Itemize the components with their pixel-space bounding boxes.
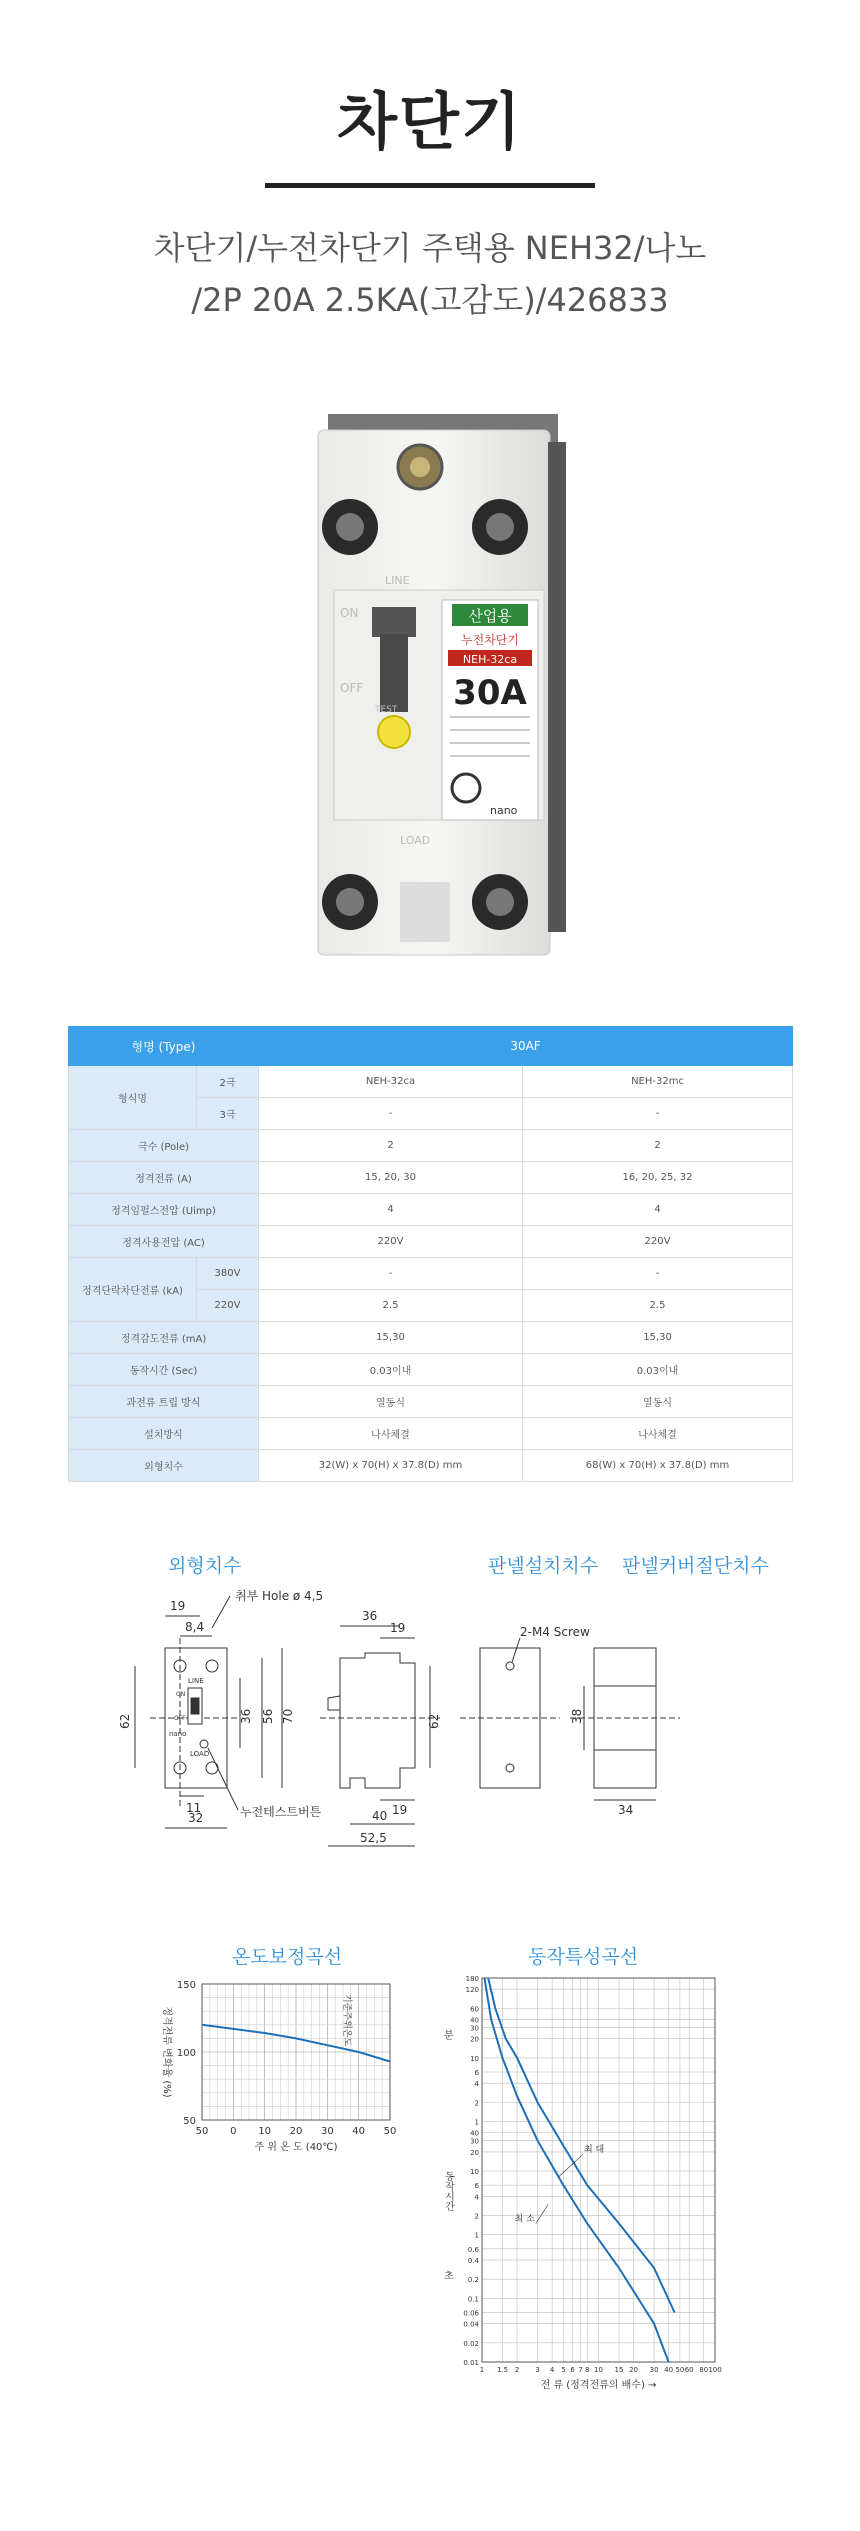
dim-side-52-5: 52,5 [360,1831,387,1845]
x-tick-label: 1 [479,2366,485,2374]
dim-front-70: 70 [281,1708,295,1724]
x-tick-label: 10 [594,2366,603,2374]
y-tick-label: 30 [470,2137,479,2146]
x-tick-label: 40 [664,2366,674,2374]
dim-front-32: 32 [188,1811,204,1825]
product-on-label: ON [340,606,359,620]
screw-label: 2-M4 Screw [520,1625,590,1639]
y-tick-label: 2 [474,2099,479,2108]
cell-value-1: 2.5 [259,1290,523,1322]
product-line-label: LINE [385,574,410,587]
x-tick-label: 20 [289,2126,303,2137]
cell-value-2: 16, 20, 25, 32 [523,1162,793,1194]
x-tick-label: 6 [570,2366,575,2374]
table-row [69,1130,793,1162]
front-line-label: LINE [188,1677,204,1685]
cell-value-1: - [259,1098,523,1130]
dim-front-11: 11 [186,1801,202,1815]
y-tick-label: 0.01 [463,2359,479,2367]
y-tick-label: 120 [465,1986,479,1995]
panel-dimensions-title: 판넬설치치수 [488,1555,599,1577]
front-load-label: LOAD [190,1750,210,1758]
x-tick-label: 50 [675,2366,685,2374]
cell-value-1: 나사체결 [259,1418,523,1450]
y-tick-label: 10 [470,2168,479,2177]
table-row [69,1418,793,1450]
minute-axis-label: 분 [444,2030,454,2042]
row-label: 동작시간 (Sec) [69,1354,259,1386]
dim-side-19b: 19 [392,1803,408,1817]
cell-value-1: NEH-32ca [259,1066,523,1098]
x-axis-label: 주 위 온 도 (40℃) [254,2142,338,2153]
front-off-label: OFF [174,1715,186,1722]
table-row [69,1226,793,1258]
y-tick-label: 0.04 [463,2320,479,2329]
row-sub-label: 3극 [197,1098,259,1130]
cell-value-2: 2.5 [523,1290,793,1322]
dim-front-8-4: 8,4 [185,1620,205,1634]
cell-value-2: 열동식 [523,1386,793,1418]
cell-value-1: 15,30 [259,1322,523,1354]
product-label-mid: 누전차단기 [461,633,519,647]
y-tick-label: 2 [474,2212,479,2221]
y-tick-label: 0.06 [463,2309,479,2318]
table-row [69,1322,793,1354]
product-load-label: LOAD [400,834,431,847]
table-header-row [69,1027,793,1066]
y-tick-label: 10 [470,2054,479,2063]
row-label: 극수 (Pole) [69,1130,259,1162]
dim-side-36: 36 [362,1609,378,1623]
product-brand: nano [490,804,518,817]
cell-value-2: - [523,1258,793,1290]
front-on-label: ON [176,1691,186,1698]
row-group-label: 정격단락차단전류 (kA) [69,1258,197,1322]
x-tick-label: 8 [584,2366,590,2374]
x-tick-label: 1.5 [496,2366,509,2374]
product-test-label: TEST [375,705,398,715]
table-row [69,1066,793,1098]
cell-value-1: 2 [259,1130,523,1162]
cell-value-1: - [259,1258,523,1290]
cell-value-1: 0.03이내 [259,1354,523,1386]
x-tick-label: 4 [549,2366,555,2374]
dimension-drawing [110,1578,750,1898]
x-tick-label: 60 [684,2366,694,2374]
row-label: 정격감도전류 (mA) [69,1322,259,1354]
row-label: 정격임펄스전압 (Uimp) [69,1194,259,1226]
dim-side-40: 40 [372,1809,388,1823]
cell-value-1: 4 [259,1194,523,1226]
product-image [300,412,570,972]
row-label: 과전류 트립 방식 [69,1386,259,1418]
x-tick-label: 0 [230,2126,237,2137]
x-tick-label: 5 [561,2366,566,2374]
row-sub-label: 220V [197,1290,259,1322]
product-model-badge: NEH-32ca [462,653,518,666]
y-tick-label: 20 [470,2148,479,2157]
table-row [69,1450,793,1482]
cell-value-2: 0.03이내 [523,1354,793,1386]
y-tick-label: 50 [183,2116,196,2127]
cell-value-2: NEH-32mc [523,1066,793,1098]
y-tick-label: 0.2 [467,2276,479,2285]
hole-label: 취부 Hole ø 4,5 [235,1589,324,1603]
table-row [69,1162,793,1194]
y-axis-label: 정격전류 변화율 (%) [161,2006,172,2098]
cell-value-1: 열동식 [259,1386,523,1418]
y-tick-label: 40 [470,2016,479,2025]
dim-front-62: 62 [118,1713,132,1729]
y-tick-label: 6 [474,2069,479,2078]
dim-side-62: 62 [427,1713,441,1729]
x-tick-label: 40 [352,2126,366,2137]
y-tick-label: 150 [176,1980,196,1991]
y-tick-label: 1 [474,2118,479,2127]
row-label: 정격전류 (A) [69,1162,259,1194]
x-tick-label: 7 [578,2366,583,2374]
cell-value-2: 15,30 [523,1322,793,1354]
product-subtitle [90,222,770,326]
y-tick-label: 40 [470,2129,479,2138]
spec-table [68,1026,793,1482]
cell-value-2: 4 [523,1194,793,1226]
cell-value-2: 68(W) x 70(H) x 37.8(D) mm [523,1450,793,1482]
row-label: 정격사용전압 (AC) [69,1226,259,1258]
cell-value-2: - [523,1098,793,1130]
min-curve-label: 최 소 [514,2214,535,2225]
x-tick-label: 50 [195,2126,209,2137]
x-tick-label: 10 [258,2126,272,2137]
product-off-label: OFF [340,681,364,695]
max-trip-curve [488,1978,674,2313]
cell-value-2: 220V [523,1226,793,1258]
side-view-body [340,1653,415,1788]
dim-side-19: 19 [390,1621,406,1635]
trip-chart-title: 동작특성곡선 [528,1946,639,1968]
y-tick-label: 180 [465,1975,479,1983]
x-tick-label: 30 [320,2126,334,2137]
dim-cover-38: 38 [570,1708,584,1724]
y-tick-label: 0.02 [463,2339,479,2348]
cell-value-2: 나사체결 [523,1418,793,1450]
x-tick-label: 50 [383,2126,397,2137]
temperature-correction-chart [140,1970,420,2170]
y-tick-label: 1 [474,2231,479,2240]
dim-front-19: 19 [170,1599,186,1613]
x-tick-label: 2 [514,2366,520,2374]
row-sub-label: 2극 [197,1066,259,1098]
x-tick-label: 20 [629,2366,639,2374]
second-axis-label: 초 [444,2271,454,2283]
table-header-value: 30AF [259,1027,793,1066]
cell-value-2: 2 [523,1130,793,1162]
title-divider [265,183,595,188]
table-row [69,1194,793,1226]
y-tick-label: 6 [474,2182,479,2191]
cell-value-1: 15, 20, 30 [259,1162,523,1194]
product-label-top: 산업용 [468,607,512,625]
reference-temp-annotation: 기준주위온도 [341,1994,352,2047]
max-curve-label: 최 대 [583,2144,605,2155]
x-tick-label: 15 [614,2366,624,2374]
table-header-label: 형명 (Type) [69,1027,259,1066]
product-rating: 30A [453,673,527,713]
y-tick-label: 4 [474,2080,479,2089]
table-row [69,1354,793,1386]
cell-value-1: 32(W) x 70(H) x 37.8(D) mm [259,1450,523,1482]
row-sub-label: 380V [197,1258,259,1290]
table-row [69,1386,793,1418]
y-tick-label: 20 [470,2035,479,2044]
row-label: 외형치수 [69,1450,259,1482]
trip-characteristic-chart [440,1970,740,2410]
y-tick-label: 0.1 [467,2295,479,2304]
x-axis-label: 전 류 (정격전류의 배수) → [540,2380,657,2391]
row-group-label: 형식명 [69,1066,197,1130]
front-brand-label: nano [169,1730,187,1738]
dim-front-56: 56 [261,1708,275,1724]
y-tick-label: 4 [474,2193,479,2202]
y-tick-label: 0.6 [467,2245,479,2254]
cover-cut-dimensions-title: 판넬커버절단치수 [622,1555,769,1577]
min-trip-curve [485,1978,669,2362]
x-tick-label: 80 [699,2366,709,2374]
dim-front-36: 36 [239,1708,253,1724]
y-axis-label: 동작시간 [442,2171,454,2212]
dim-cover-34: 34 [618,1803,634,1817]
x-tick-label: 100 [708,2366,722,2374]
outline-dimensions-title: 외형치수 [168,1555,242,1577]
temp-chart-title: 온도보정곡선 [232,1946,343,1968]
cell-value-1: 220V [259,1226,523,1258]
x-tick-label: 30 [649,2366,659,2374]
subtitle-line-2: /2P 20A 2.5KA(고감도)/426833 [191,281,669,319]
subtitle-line-1: 차단기/누전차단기 주택용 NEH32/나노 [153,229,707,267]
page-title: 차단기 [337,85,523,158]
y-tick-label: 60 [470,2005,479,2014]
x-tick-label: 3 [535,2366,540,2374]
table-row [69,1258,793,1290]
row-label: 설치방식 [69,1418,259,1450]
y-tick-label: 30 [470,2024,479,2033]
y-tick-label: 100 [176,2048,196,2059]
y-tick-label: 0.4 [467,2257,479,2266]
test-button-label: 누전테스트버튼 [240,1805,322,1819]
